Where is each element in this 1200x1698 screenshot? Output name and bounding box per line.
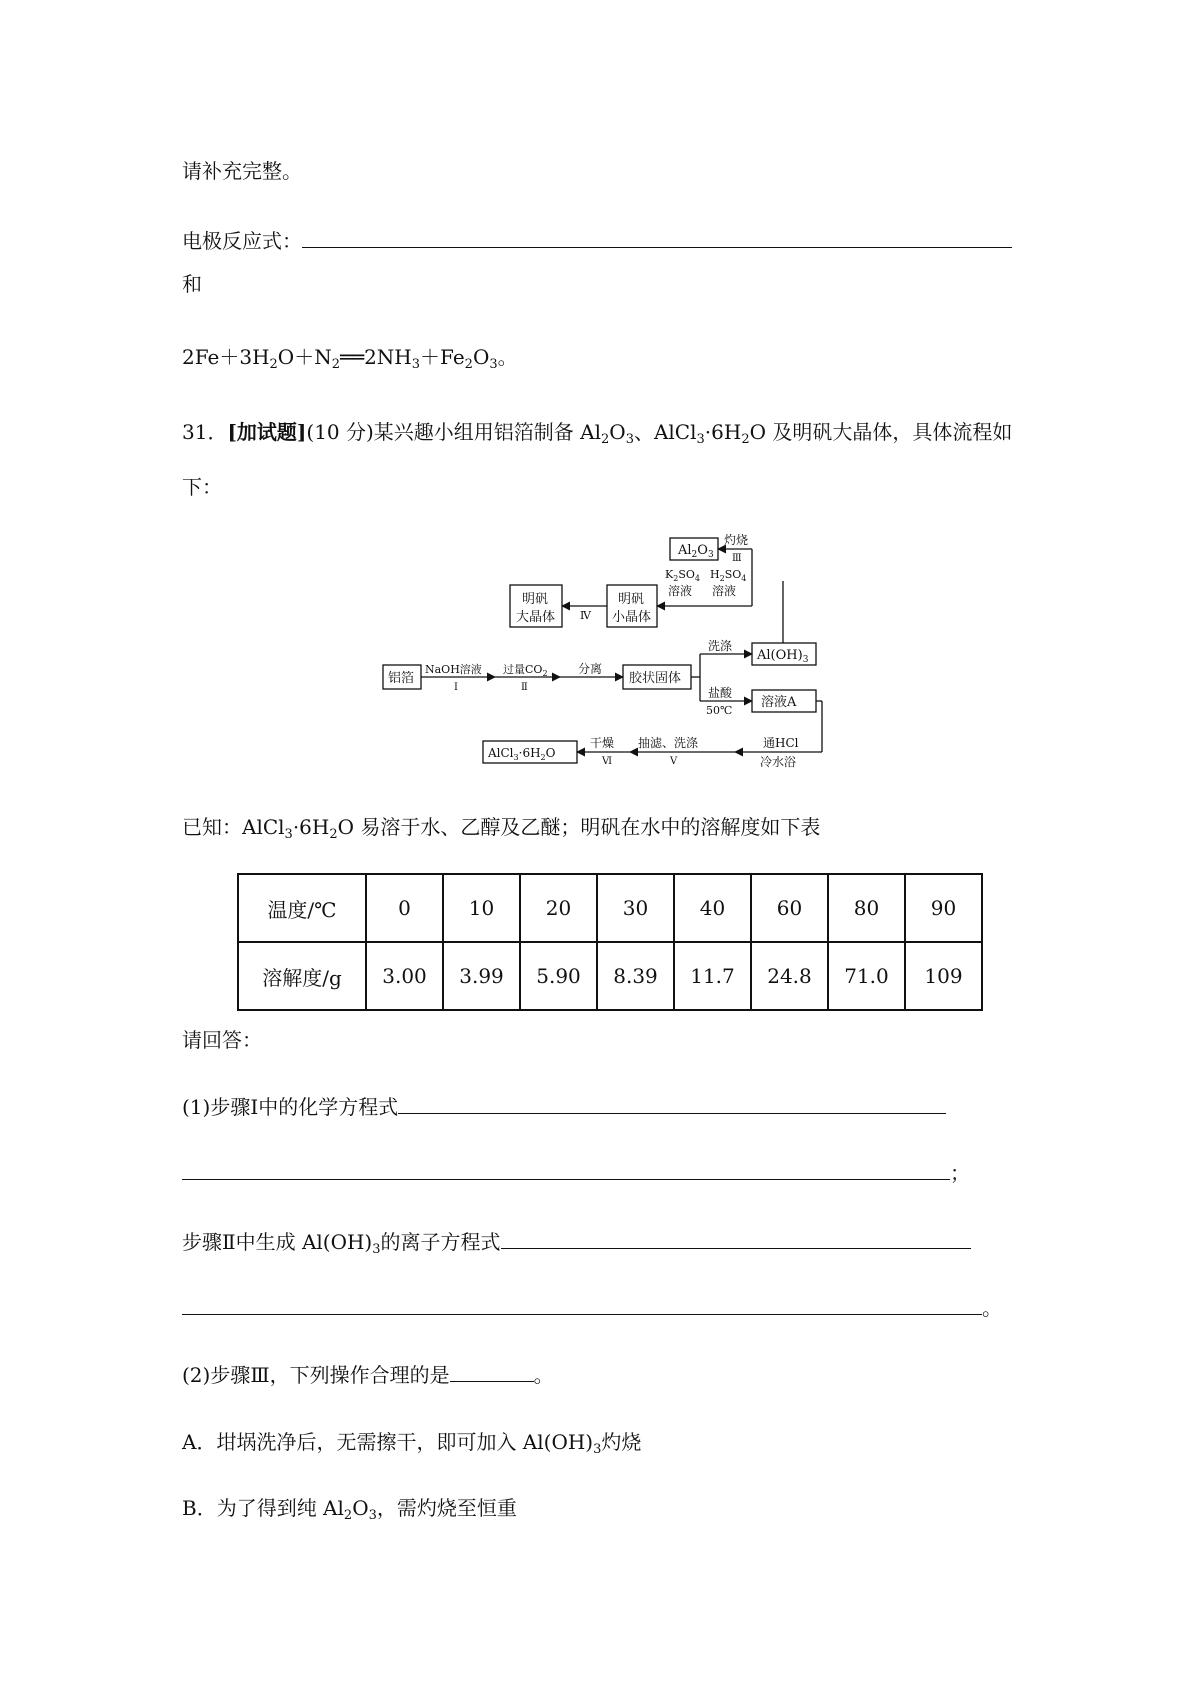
q1-line <box>182 1093 946 1121</box>
electrode-label: 电极反应式： <box>182 229 302 253</box>
foil-label: 铝箔 <box>388 671 415 686</box>
step5-label: Ⅴ <box>670 756 678 767</box>
q1b-cont-line <box>182 1294 1002 1322</box>
table-cell: 60 <box>751 874 828 942</box>
question-sub: 3 <box>696 432 705 447</box>
option-b-sub: 3 <box>368 1508 377 1523</box>
aloh3-label: $Al(OH)_3$ <box>757 648 809 665</box>
equation-line <box>182 343 518 371</box>
solution-label-1: 溶液 <box>668 584 693 598</box>
small-crystal-text-1: 明矾 <box>618 592 645 607</box>
process-flow-diagram <box>380 533 840 773</box>
table-cell: 90 <box>905 874 982 942</box>
q1b-answer-blank-2[interactable] <box>182 1294 982 1315</box>
please-answer-text: 请回答： <box>182 1028 262 1052</box>
table-cell: 24.8 <box>751 942 828 1010</box>
step2-label: Ⅱ <box>521 682 528 693</box>
equation-sub: 2 <box>269 357 278 372</box>
table-cell: 71.0 <box>828 942 905 1010</box>
question-tag: [加试题] <box>227 420 307 444</box>
colloid-label: 胶状固体 <box>629 671 682 686</box>
table-cell: 80 <box>828 874 905 942</box>
step3-label: Ⅲ <box>732 553 742 564</box>
q2-answer-blank[interactable] <box>450 1361 534 1382</box>
equation-part: O＋N <box>277 345 332 369</box>
known-text: 已知：AlCl <box>182 815 285 839</box>
q31-line <box>182 418 1012 446</box>
supplement-text: 请补充完整。 <box>182 159 302 183</box>
option-a-line <box>182 1428 641 1456</box>
table-cell: 8.39 <box>597 942 674 1010</box>
big-crystal-text-1: 明矾 <box>522 592 549 607</box>
table-cell: 3.99 <box>443 942 520 1010</box>
option-b-text: B．为了得到纯 Al <box>182 1496 344 1520</box>
table-cell: 20 <box>520 874 597 942</box>
q2-period: 。 <box>533 1363 554 1387</box>
known-sub: 2 <box>329 827 338 842</box>
q2-text: (2)步骤Ⅲ，下列操作合理的是 <box>182 1363 450 1387</box>
q1b-line <box>182 1228 971 1256</box>
question-number: 31． <box>182 420 228 444</box>
please-answer-line <box>182 1026 262 1054</box>
solution-a-label: 溶液A <box>761 695 797 710</box>
table-cell: 40 <box>674 874 751 942</box>
equation-part: 2Fe＋3H <box>182 345 270 369</box>
table-cell: 10 <box>443 874 520 942</box>
temp-label: 50℃ <box>706 704 733 717</box>
co2-label: 过量$CO_2$ <box>503 663 548 678</box>
pass-hcl-label: 通HCl <box>763 736 799 750</box>
electrode-line <box>182 227 1012 255</box>
table-cell: 0 <box>366 874 443 942</box>
table-row-label: 溶解度/g <box>238 942 366 1010</box>
q1-cont-line <box>182 1159 970 1187</box>
equation-part: 。 <box>497 345 518 369</box>
supplement-line <box>182 157 302 185</box>
h2so4-label: $H_2SO_4$ <box>710 568 747 583</box>
q1b-sub: 3 <box>372 1242 381 1257</box>
q2-line <box>182 1361 554 1389</box>
table-cell: 5.90 <box>520 942 597 1010</box>
filter-label: 抽滤、洗涤 <box>638 736 699 750</box>
q1-text: (1)步骤Ⅰ中的化学方程式 <box>182 1095 399 1119</box>
equation-sub: 3 <box>489 357 498 372</box>
table-cell: 30 <box>597 874 674 942</box>
solubility-table <box>237 873 983 1011</box>
q31-cont-line <box>182 473 222 501</box>
and-line <box>182 270 202 298</box>
question-text: O 及明矾大晶体，具体流程如 <box>749 420 1013 444</box>
step4-label: Ⅳ <box>580 609 591 622</box>
known-text: O 易溶于水、乙醇及乙醚；明矾在水中的溶解度如下表 <box>337 815 821 839</box>
known-line <box>182 813 820 841</box>
table-row <box>238 874 982 942</box>
al2o3-label: $Al_2O_3$ <box>678 543 714 560</box>
q1-answer-blank-2[interactable] <box>182 1159 950 1180</box>
step1-label: Ⅰ <box>454 682 458 693</box>
table-cell: 3.00 <box>366 942 443 1010</box>
q1b-period: 。 <box>982 1296 1002 1320</box>
question-sub: 2 <box>601 432 610 447</box>
known-sub: 3 <box>284 827 293 842</box>
equation-sub: 2 <box>464 357 473 372</box>
option-b-text: ，需灼烧至恒重 <box>376 1496 517 1520</box>
equation-equals: ══ <box>339 345 365 369</box>
question-text: ·6H <box>704 420 742 444</box>
table-cell: 11.7 <box>674 942 751 1010</box>
k2so4-label: $K_2SO_4$ <box>665 568 700 583</box>
small-crystal-text-2: 小晶体 <box>612 610 652 625</box>
hcl-label: 盐酸 <box>708 686 733 700</box>
equation-sub: 2 <box>331 357 340 372</box>
question-text: (10 分)某兴趣小组用铝箔制备 Al <box>306 420 601 444</box>
q1-answer-blank[interactable] <box>398 1093 946 1114</box>
solution-label-2: 溶液 <box>712 584 737 598</box>
equation-part: 2NH <box>364 345 412 369</box>
question-sub: 2 <box>741 432 750 447</box>
wash-label: 洗涤 <box>708 639 733 653</box>
question-text: O <box>609 420 626 444</box>
step6-label: Ⅵ <box>602 756 613 767</box>
question-text-cont: 下： <box>182 475 222 499</box>
ice-bath-label: 冷水浴 <box>760 755 797 769</box>
equation-sub: 3 <box>411 357 421 372</box>
q1b-answer-blank[interactable] <box>501 1228 971 1249</box>
table-cell: 109 <box>905 942 982 1010</box>
option-b-line <box>182 1494 517 1522</box>
separate-label: 分离 <box>578 662 603 676</box>
equation-part: ＋Fe <box>420 345 465 369</box>
option-b-sub: 2 <box>343 1508 353 1523</box>
naoh-label: NaOH溶液 <box>425 663 482 676</box>
alcl3-label: $AlCl_3\cdot 6H_2O$ <box>488 746 556 762</box>
equation-part: O <box>472 345 490 369</box>
question-sub: 3 <box>625 432 634 447</box>
option-a-text: 灼烧 <box>601 1430 642 1454</box>
table-row <box>238 942 982 1010</box>
question-text: 、AlCl <box>633 420 697 444</box>
big-crystal-text-2: 大晶体 <box>516 610 556 625</box>
q1-semicolon: ； <box>950 1161 970 1185</box>
option-a-text: A．坩埚洗净后，无需擦干，即可加入 Al(OH) <box>182 1430 594 1454</box>
option-a-sub: 3 <box>593 1442 602 1457</box>
table-header-label: 温度/℃ <box>238 874 366 942</box>
q1b-text: 步骤Ⅱ中生成 Al(OH) <box>182 1230 373 1254</box>
known-text: ·6H <box>292 815 330 839</box>
option-b-text: O <box>352 1496 369 1520</box>
burn-label: 灼烧 <box>724 533 749 547</box>
dry-label: 干燥 <box>590 736 615 750</box>
q1b-text: 的离子方程式 <box>380 1230 501 1254</box>
and-text: 和 <box>182 272 202 296</box>
electrode-answer-blank[interactable] <box>302 227 1012 248</box>
